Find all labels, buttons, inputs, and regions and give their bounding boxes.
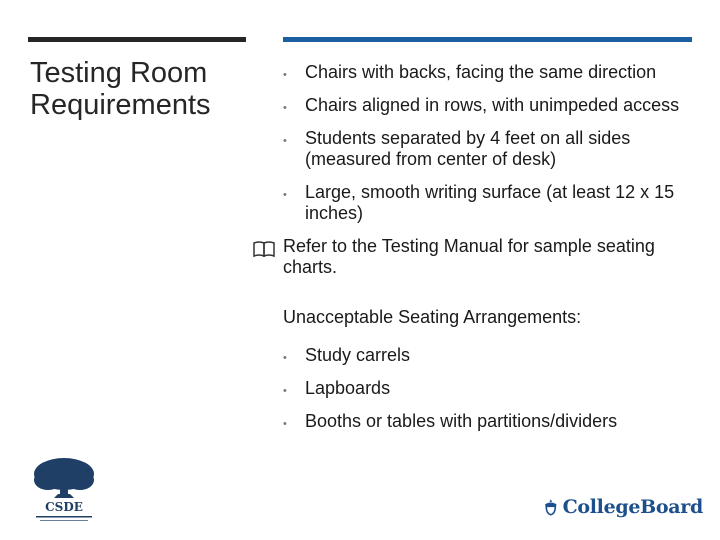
csde-logo: [24, 456, 104, 524]
list-item-text: Study carrels: [305, 345, 411, 365]
list-item: [283, 378, 703, 399]
list-item: [283, 345, 703, 366]
slide-content: [283, 62, 703, 444]
bullet-dot-icon: •: [283, 418, 287, 430]
content-rule: [283, 37, 692, 42]
title-rule: [28, 37, 246, 42]
list-item-text: Students separated by 4 feet on all sides (measured from center of desk): [305, 128, 631, 169]
bullet-dot-icon: •: [283, 385, 287, 397]
list-item-text: Large, smooth writing surface (at least 12 x 15 inches): [305, 182, 675, 223]
college-board-logo-text: CollegeBoard: [562, 496, 703, 518]
bullet-dot-icon: •: [283, 102, 287, 114]
list-item: [283, 95, 703, 116]
list-item: [283, 411, 703, 432]
bullet-dot-icon: •: [283, 135, 287, 147]
bullet-dot-icon: •: [283, 352, 287, 364]
bullet-dot-icon: •: [283, 69, 287, 81]
list-item-text: Chairs aligned in rows, with unimpeded access: [305, 95, 680, 115]
unacceptable-heading: Unacceptable Seating Arrangements:: [283, 307, 582, 327]
list-item: [283, 182, 703, 224]
bullet-dot-icon: •: [283, 189, 287, 201]
list-item-text: Lapboards: [305, 378, 391, 398]
csde-logo-text: CSDE: [45, 500, 83, 514]
college-board-logo: [543, 491, 703, 523]
manual-note: [283, 236, 703, 278]
list-item: [283, 128, 703, 170]
list-item-text: Chairs with backs, facing the same direction: [305, 62, 657, 82]
book-icon: [252, 240, 276, 258]
manual-note-text: Refer to the Testing Manual for sample seating charts.: [283, 236, 655, 277]
list-item-text: Booths or tables with partitions/dividers: [305, 411, 618, 431]
slide-title: Testing Room Requirements: [30, 57, 211, 121]
list-item: [283, 62, 703, 83]
acorn-icon: [543, 493, 559, 521]
